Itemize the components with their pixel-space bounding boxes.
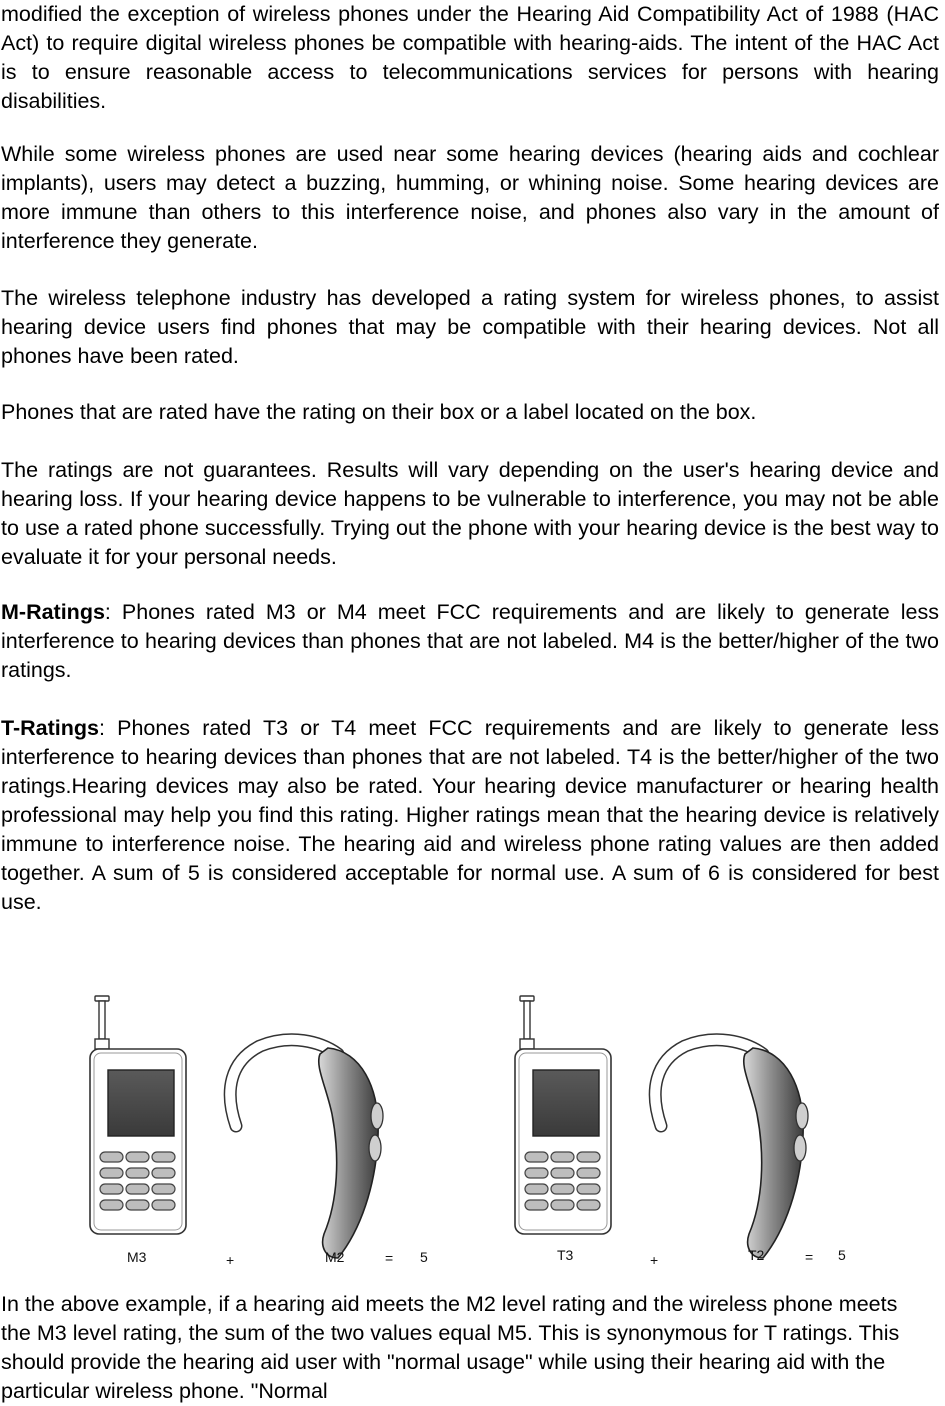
phone-illustration-m [90, 996, 186, 1234]
caption-equals-t: = [805, 1249, 814, 1265]
caption-plus-m: + [226, 1252, 235, 1268]
paragraph-hac-act: modified the exception of wireless phones under the Hearing Aid Compatibility Act of 1988 (HAC Act) to require digital wireless phones be compatible with hearing-aids. The intent of the HAC Act is to ensure reasonable access to telecommunications services for persons with hearing disabilities. [1, 2, 939, 113]
hac-rating-figure [80, 990, 880, 1270]
m-ratings-label: M-Ratings [1, 600, 105, 624]
paragraph-interference: While some wireless phones are used near some hearing devices (hearing aids and cochlear implants), users may detect a buzzing, humming, or whining noise. Some hearing devices are more immune than others to this interference noise, and phones also vary in the amount of interference they generate. [1, 142, 939, 253]
paragraph-rated-box: Phones that are rated have the rating on their box or a label located on the box. [1, 400, 757, 424]
caption-phone-rating-t: T3 [557, 1247, 574, 1263]
phone-illustration-t [515, 996, 611, 1234]
paragraph-guarantees: The ratings are not guarantees. Results will vary depending on the user's hearing device and hearing loss. If your hearing device happens to be vulnerable to interference, you may not be able to use a rated phone successfully. Trying out the phone with your hearing device is the best way to evaluate it for your personal needs. [1, 458, 939, 569]
paragraph-rating-system: The wireless telephone industry has developed a rating system for wireless phones, to assist hearing device users find phones that may be compatible with their hearing devices. Not all phones have been rated. [1, 286, 939, 368]
caption-phone-rating-m: M3 [127, 1249, 147, 1265]
caption-aid-rating-m: M2 [325, 1249, 345, 1265]
t-ratings-label: T-Ratings [1, 716, 99, 740]
caption-sum-t: 5 [838, 1247, 846, 1263]
t-ratings-text: : Phones rated T3 or T4 meet FCC requirements and are likely to generate less interference to hearing devices than phones that are not labeled. T4 is the better/higher of the two ratings.Hearing devices may also be rated. Your hearing device manufacturer or hearing health professional may help you find this rating. Higher ratings mean that the hearing device is relatively immune to interference noise. The hearing aid and wireless phone rating values are then added together. A sum of 5 is considered acceptable for normal use. A sum of 6 is considered for best use. [1, 716, 939, 914]
hearing-aid-illustration-t [655, 1040, 808, 1258]
paragraph-example: In the above example, if a hearing aid meets the M2 level rating and the wireless phone meets the M3 level rating, the sum of the two values equal M5. This is synonymous for T ratings. This should provide the hearing aid user with "normal usage" while using their hearing aid with the particular wireless phone. "Normal [1, 1292, 900, 1403]
caption-plus-t: + [650, 1252, 659, 1268]
paragraph-t-ratings [1, 714, 939, 917]
caption-sum-m: 5 [420, 1249, 428, 1265]
paragraph-m-ratings [1, 598, 939, 685]
hearing-aid-illustration-m [230, 1040, 383, 1258]
caption-equals-m: = [385, 1250, 394, 1266]
caption-aid-rating-t: T2 [748, 1247, 765, 1263]
m-ratings-text: : Phones rated M3 or M4 meet FCC requirements and are likely to generate less interference to hearing devices than phones that are not labeled. M4 is the better/higher of the two ratings. [1, 600, 939, 682]
